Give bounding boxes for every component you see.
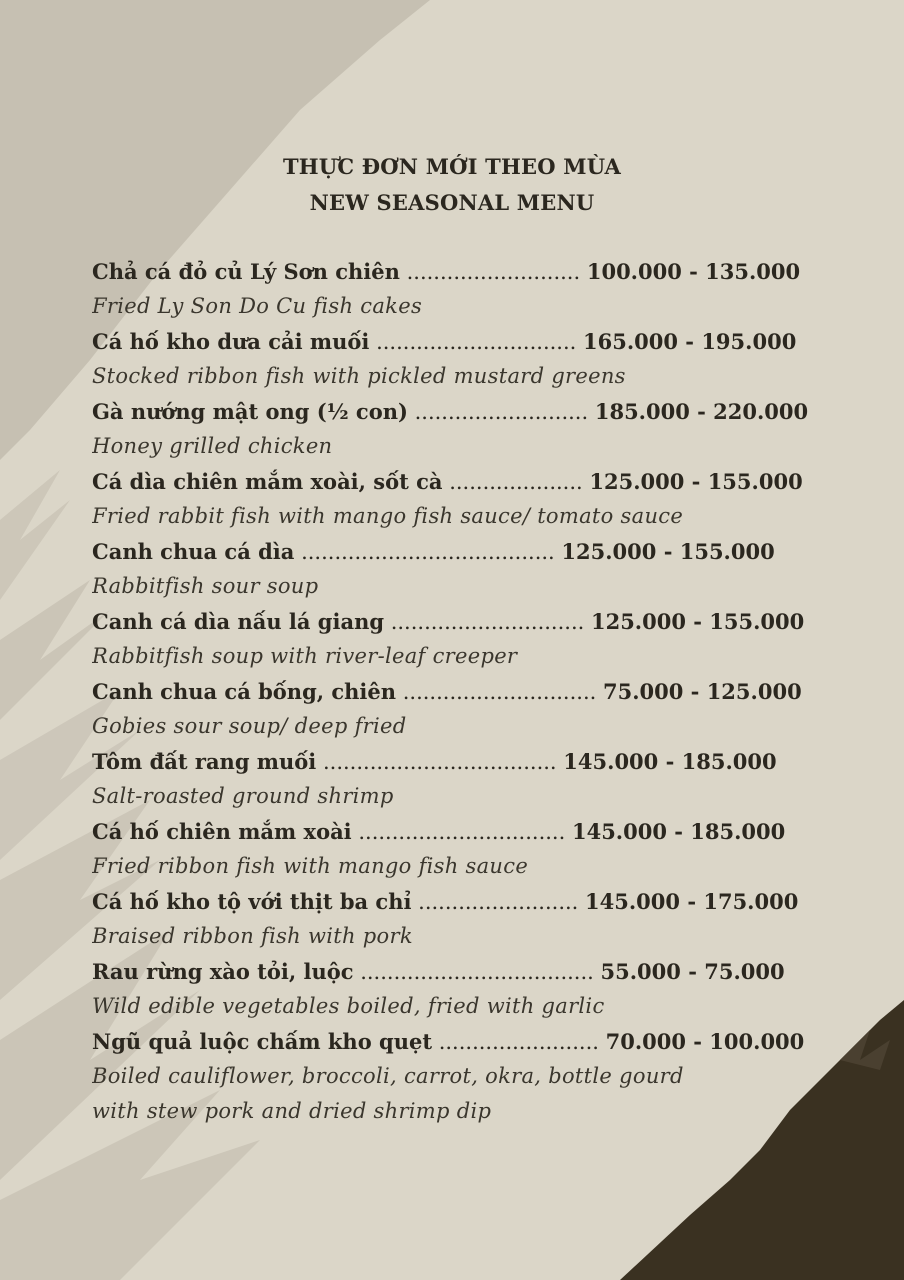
menu-item-name: Canh chua cá dìa bbox=[92, 539, 295, 564]
menu-item-row bbox=[92, 1024, 832, 1059]
menu-item-row bbox=[92, 954, 832, 989]
menu-item-price: 55.000 - 75.000 bbox=[600, 959, 785, 984]
menu-item-row bbox=[92, 674, 832, 709]
menu-item-name: Ngũ quả luộc chấm kho quẹt bbox=[92, 1029, 433, 1054]
dot-leader: ............................. bbox=[384, 610, 591, 634]
menu-item-description: Stocked ribbon fish with pickled mustard greens bbox=[92, 364, 626, 388]
menu-item-name: Cá hố kho dưa cải muối bbox=[92, 329, 370, 354]
menu-item-name: Chả cá đỏ củ Lý Sơn chiên bbox=[92, 259, 400, 284]
menu-item-row bbox=[92, 744, 832, 779]
menu-item-row bbox=[92, 254, 832, 289]
menu-item-row bbox=[92, 884, 832, 919]
dot-leader: ................................... bbox=[353, 960, 601, 984]
menu-item-description: Fried ribbon fish with mango fish sauce bbox=[92, 854, 529, 878]
menu-item-row bbox=[92, 394, 832, 429]
menu-item-description: Salt-roasted ground shrimp bbox=[92, 784, 394, 808]
menu-item-name: Tôm đất rang muối bbox=[92, 749, 317, 774]
menu-item-price: 185.000 - 220.000 bbox=[594, 399, 809, 424]
dot-leader: .......................... bbox=[399, 260, 587, 284]
menu-item-price: 125.000 - 155.000 bbox=[561, 539, 775, 564]
menu-item-name: Canh chua cá bống, chiên bbox=[92, 679, 397, 704]
menu-item-description: Honey grilled chicken bbox=[92, 434, 333, 458]
menu-item-name: Rau rừng xào tỏi, luộc bbox=[92, 959, 354, 984]
menu-item-price: 145.000 - 185.000 bbox=[563, 749, 777, 774]
menu-item-price: 100.000 - 135.000 bbox=[586, 259, 801, 284]
dot-leader: .................... bbox=[442, 470, 590, 494]
dot-leader: ............................. bbox=[396, 680, 603, 704]
menu-item-name: Cá hố chiên mắm xoài bbox=[92, 819, 352, 844]
dot-leader: ...................................... bbox=[294, 540, 562, 564]
menu-item-description: Braised ribbon fish with pork bbox=[92, 924, 413, 948]
menu-item-row bbox=[92, 814, 832, 849]
menu-item-name: Canh cá dìa nấu lá giang bbox=[92, 609, 385, 634]
menu-item-description: Rabbitfish soup with river-leaf creeper bbox=[92, 644, 518, 668]
menu-item-row bbox=[92, 604, 832, 639]
menu-item-list bbox=[92, 254, 832, 1129]
menu-item-row bbox=[92, 534, 832, 569]
dot-leader: .......................... bbox=[407, 400, 595, 424]
menu-item-name: Gà nướng mật ong (½ con) bbox=[92, 399, 408, 424]
menu-title-vietnamese: THỰC ĐƠN MỚI THEO MÙA bbox=[282, 154, 622, 179]
menu-item-description: with stew pork and dried shrimp dip bbox=[92, 1099, 492, 1123]
menu-item-description: Rabbitfish sour soup bbox=[92, 574, 319, 598]
dot-leader: ........................ bbox=[411, 890, 586, 914]
menu-item-row bbox=[92, 324, 832, 359]
menu-item-description: Fried rabbit fish with mango fish sauce/ tomato sauce bbox=[92, 504, 684, 528]
menu-item-price: 70.000 - 100.000 bbox=[605, 1029, 805, 1054]
menu-item-price: 145.000 - 185.000 bbox=[571, 819, 786, 844]
menu-title-english: NEW SEASONAL MENU bbox=[309, 190, 595, 215]
dot-leader: ............................... bbox=[351, 820, 572, 844]
menu-item-price: 125.000 - 155.000 bbox=[590, 609, 805, 634]
menu-item-description: Fried Ly Son Do Cu fish cakes bbox=[92, 294, 423, 318]
dot-leader: ................................... bbox=[316, 750, 564, 774]
menu-item-price: 125.000 - 155.000 bbox=[589, 469, 803, 494]
menu-item-price: 75.000 - 125.000 bbox=[602, 679, 802, 704]
menu-item-description: Boiled cauliflower, broccoli, carrot, okra, bottle gourd bbox=[92, 1064, 684, 1088]
menu-item-description: Gobies sour soup/ deep fried bbox=[92, 714, 407, 738]
menu-item-price: 145.000 - 175.000 bbox=[585, 889, 799, 914]
menu-item-description: Wild edible vegetables boiled, fried with garlic bbox=[92, 994, 605, 1018]
dot-leader: ........................ bbox=[432, 1030, 606, 1054]
menu-item-row bbox=[92, 464, 832, 499]
menu-item-name: Cá dìa chiên mắm xoài, sốt cà bbox=[92, 469, 443, 494]
menu-item-name: Cá hố kho tộ với thịt ba chỉ bbox=[92, 889, 412, 914]
menu-item-price: 165.000 - 195.000 bbox=[583, 329, 797, 354]
dot-leader: .............................. bbox=[369, 330, 583, 354]
